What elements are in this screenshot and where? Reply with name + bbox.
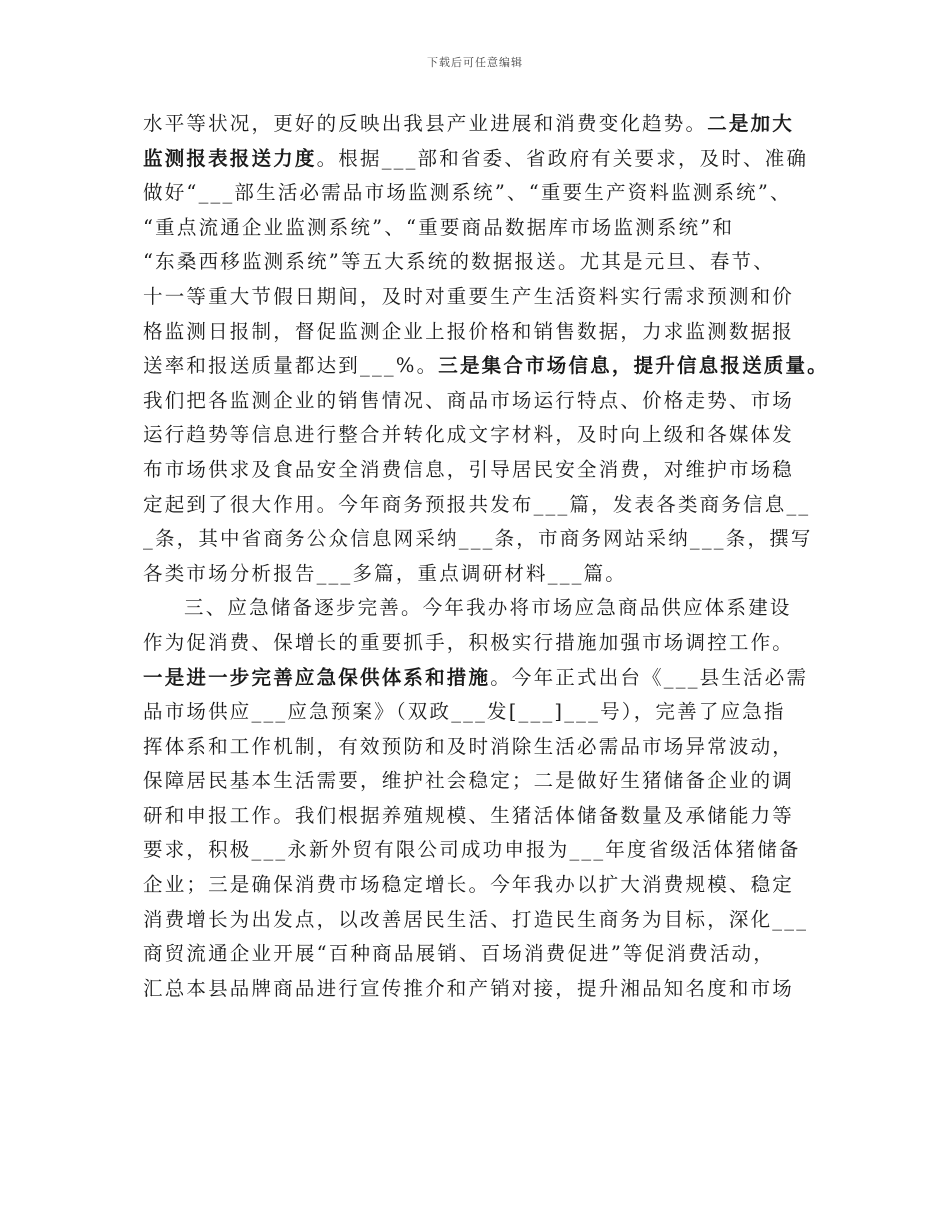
text-line xyxy=(143,730,813,765)
text-line xyxy=(143,418,813,453)
text-run: 保障居民基本生活需要，维护社会稳定；二是做好生猪储备企业的调 xyxy=(143,769,795,793)
text-run: 定起到了很大作用。今年商务预报共发布___篇，发表各类商务信息__ xyxy=(143,492,811,516)
text-run: 。根据___部和省委、省政府有关要求，及时、准确 xyxy=(316,146,809,170)
text-run: 水平等状况，更好的反映出我县产业进展和消费变化趋势。 xyxy=(143,112,708,135)
text-line xyxy=(143,315,813,350)
text-run: 要求，积极___永新外贸有限公司成功申报为___年度省级活体猪储备 xyxy=(143,838,801,862)
text-run: 各类市场分析报告___多篇，重点调研材料___篇。 xyxy=(143,561,628,585)
bold-heading: 一是进一步完善应急保供体系和措施 xyxy=(143,665,491,689)
text-line xyxy=(143,107,813,142)
text-line xyxy=(143,488,813,523)
text-line xyxy=(143,695,813,730)
text-run: 做好“___部生活必需品市场监测系统”、“重要生产资料监测系统”、 xyxy=(143,181,792,205)
text-run: 。今年正式出台《___县生活必需 xyxy=(490,665,809,689)
text-run: 企业；三是确保消费市场稳定增长。今年我办以扩大消费规模、稳定 xyxy=(143,873,795,897)
text-line xyxy=(143,937,813,972)
text-line xyxy=(143,868,813,903)
text-run: 挥体系和工作机制，有效预防和及时消除生活必需品市场异常波动， xyxy=(143,734,795,758)
text-line xyxy=(143,245,813,280)
text-line xyxy=(143,764,813,799)
text-line xyxy=(143,903,813,938)
text-line xyxy=(143,522,813,557)
text-line xyxy=(143,557,813,592)
text-run: _条，其中省商务公众信息网采纳___条，市商务网站采纳___条，撰写 xyxy=(143,527,813,551)
text-run: “东桑西移监测系统”等五大系统的数据报送。尤其是元旦、春节、 xyxy=(143,250,775,274)
bold-heading: 三是集合市场信息，提升信息报送质量。 xyxy=(438,354,829,378)
text-run: 送率和报送质量都达到___%。 xyxy=(143,354,439,378)
text-line xyxy=(143,280,813,315)
paragraph-start-line xyxy=(143,591,813,626)
text-line xyxy=(143,349,829,384)
text-run: 消费增长为出发点，以改善居民生活、打造民生商务为目标，深化___ xyxy=(143,907,809,931)
text-run: 研和申报工作。我们根据养殖规模、生猪活体储备数量及承储能力等 xyxy=(143,803,795,827)
text-line xyxy=(143,799,813,834)
text-run: “重点流通企业监测系统”、“重要商品数据库市场监测系统”和 xyxy=(143,215,735,239)
text-line xyxy=(143,661,813,696)
text-run: 运行趋势等信息进行整合并转化成文字材料，及时向上级和各媒体发 xyxy=(143,423,795,447)
text-line xyxy=(143,176,813,211)
text-run: 格监测日报制，督促监测企业上报价格和销售数据，力求监测数据报 xyxy=(143,319,795,343)
text-line xyxy=(143,972,813,1007)
text-run: 十一等重大节假日期间，及时对重要生产生活资料实行需求预测和价 xyxy=(143,284,795,308)
text-run: 作为促消费、保增长的重要抓手，积极实行措施加强市场调控工作。 xyxy=(143,630,795,654)
text-run: 我们把各监测企业的销售情况、商品市场运行特点、价格走势、市场 xyxy=(143,388,795,412)
bold-heading: 监测报表报送力度 xyxy=(143,146,317,170)
text-line xyxy=(143,384,813,419)
text-line xyxy=(143,453,813,488)
document-body xyxy=(143,107,829,1006)
text-line xyxy=(143,211,813,246)
text-line xyxy=(143,626,813,661)
bold-heading: 二是加大 xyxy=(707,112,795,135)
text-line xyxy=(143,833,813,868)
page-header: 下载后可任意编辑 xyxy=(427,56,523,69)
text-run: 布市场供求及食品安全消费信息，引导居民安全消费，对维护市场稳 xyxy=(143,457,795,481)
text-run: 商贸流通企业开展“百种商品展销、百场消费促进”等促消费活动， xyxy=(143,942,775,966)
text-line xyxy=(143,142,813,177)
text-run: 品市场供应___应急预案》（双政___发[___]___号），完善了应急指 xyxy=(143,700,786,724)
text-run: 三、应急储备逐步完善。今年我办将市场应急商品供应体系建设 xyxy=(184,596,792,620)
text-run: 汇总本县品牌商品进行宣传推介和产销对接，提升湘品知名度和市场 xyxy=(143,976,795,1000)
